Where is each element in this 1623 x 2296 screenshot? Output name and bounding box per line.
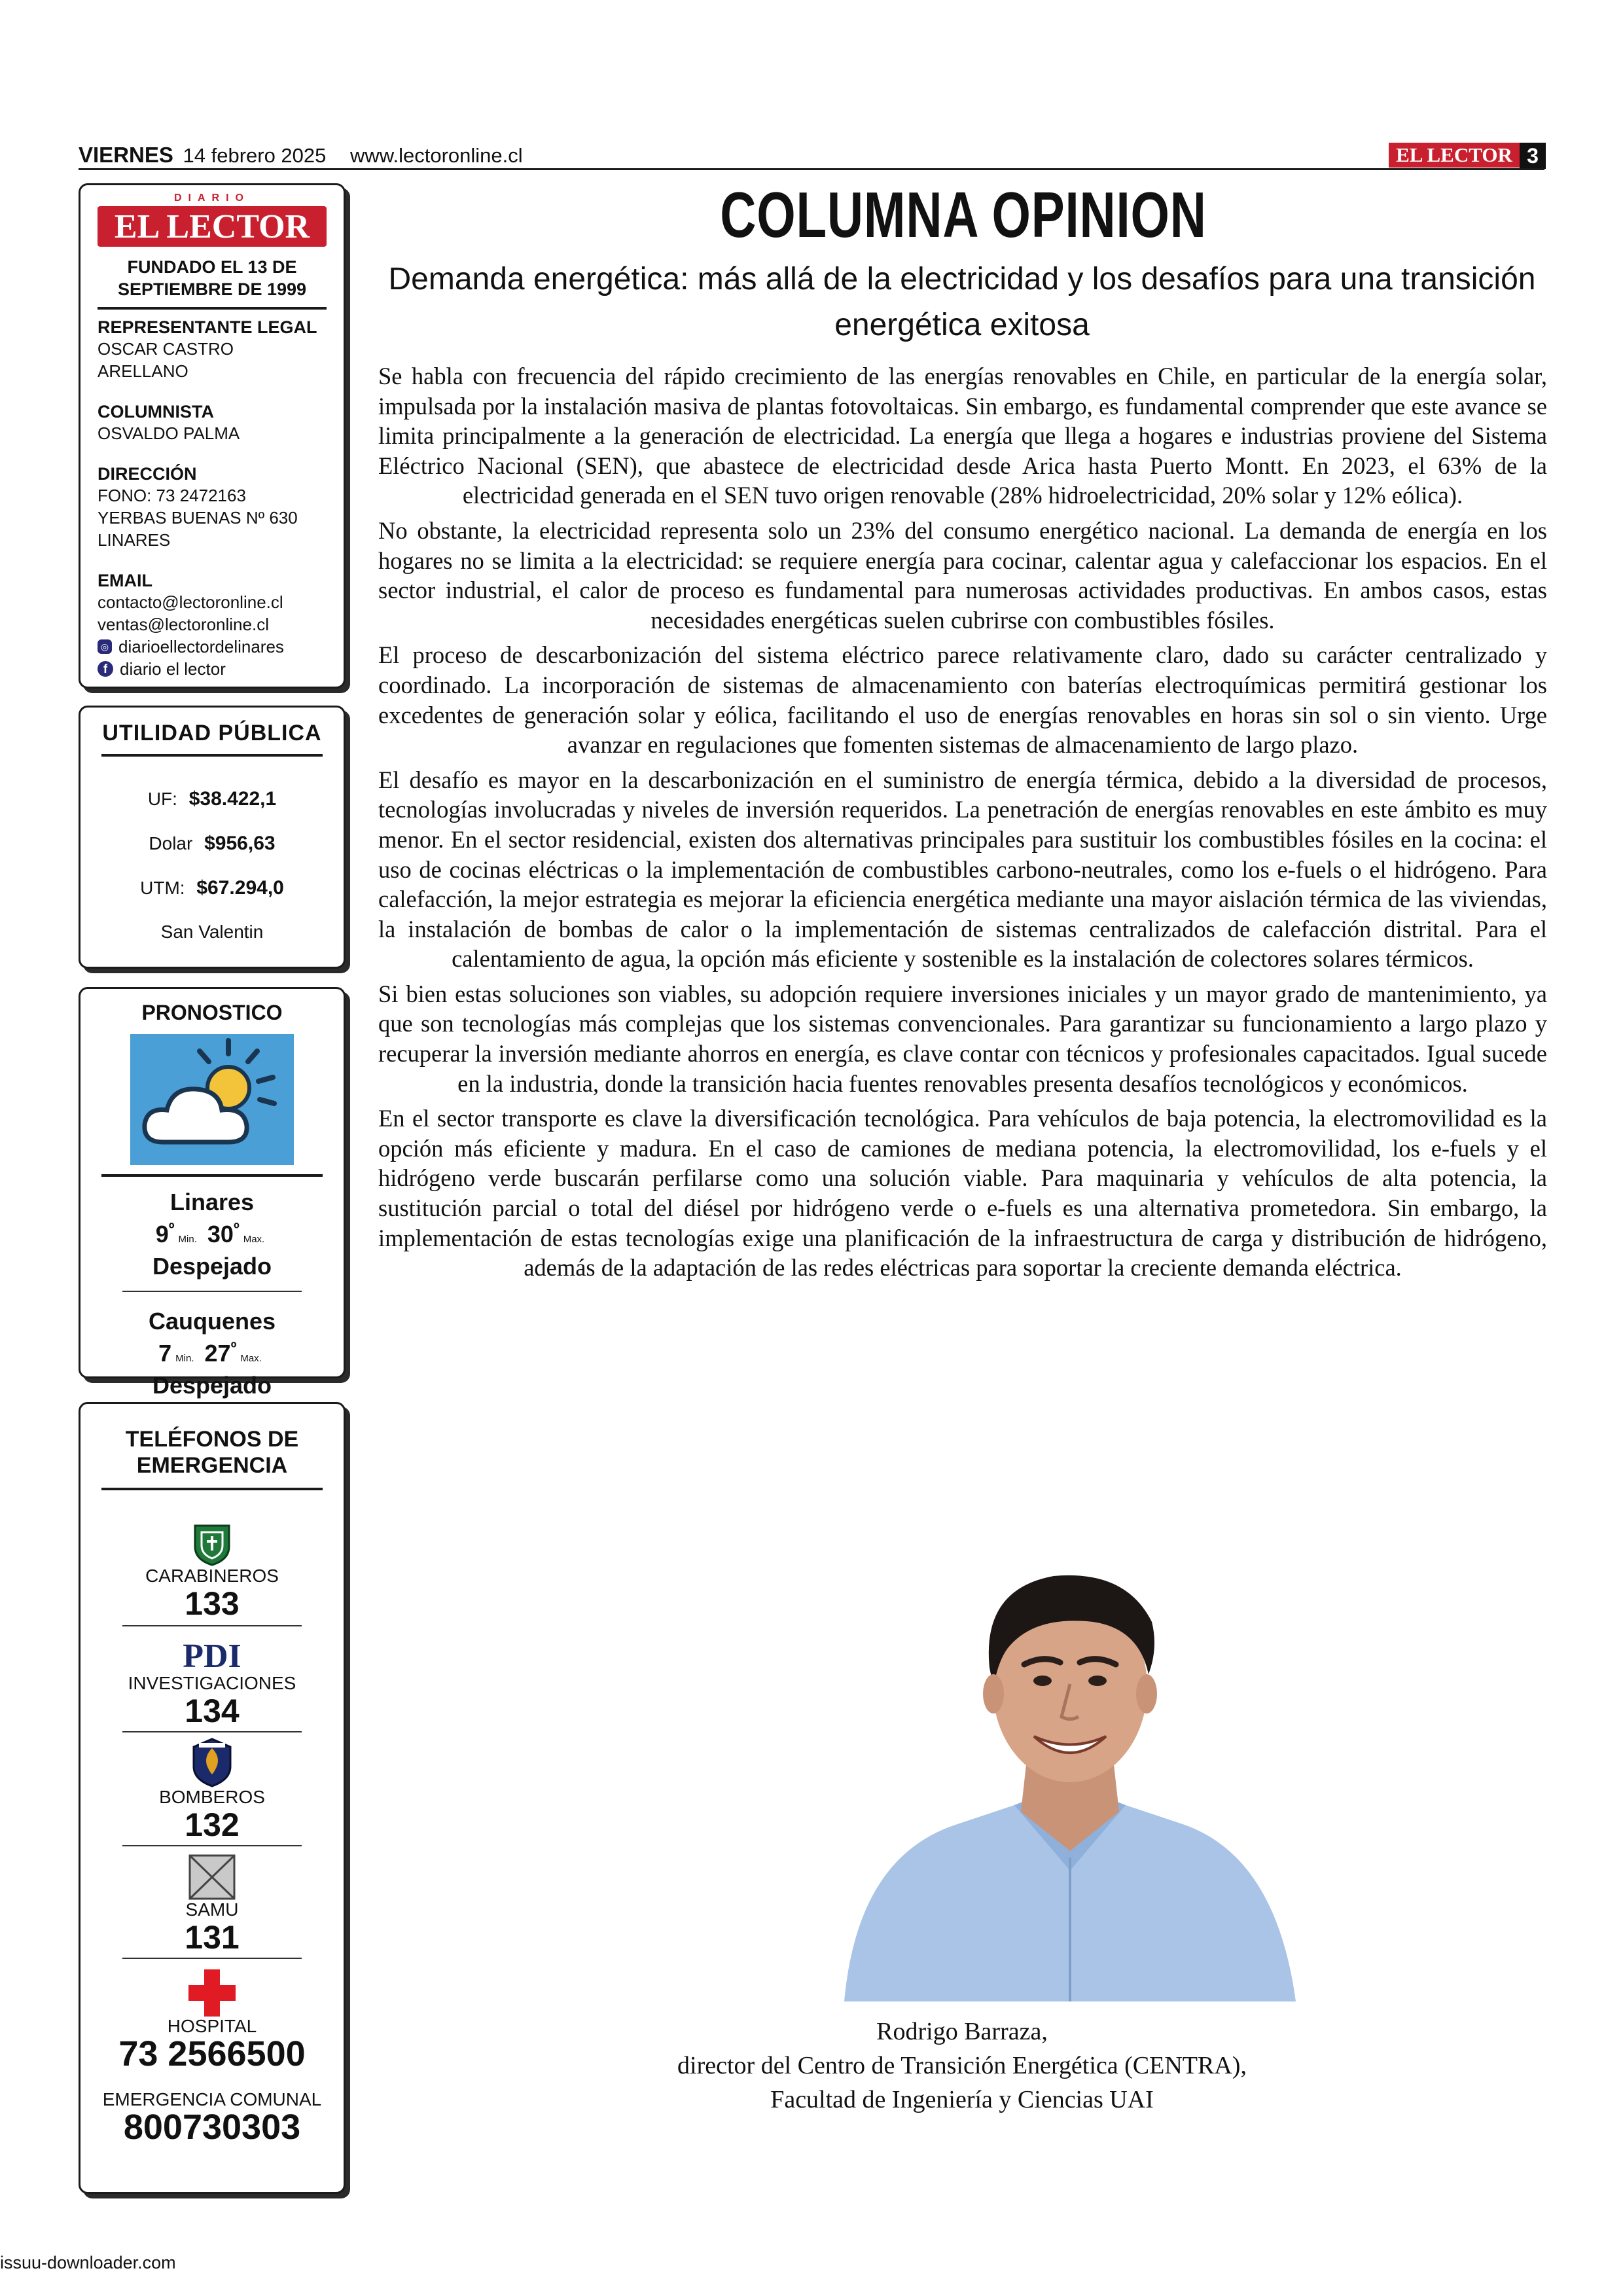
linares-min: 9 bbox=[155, 1221, 169, 1247]
article-paragraph: El proceso de descarbonización del sistema eléctrico parece relativamente claro, dado su carácter centralizado y coordinado. La incorporación de sistemas de almacenamiento con baterías electroquímicas permitirá gestionar los excedentes de generación solar y eólica, facilitando el uso de energías renovables en horas sin sol o sin viento. Urge avanzar en regulaciones que fomenten sistemas de almacenamiento de largo plazo. bbox=[378, 641, 1547, 759]
degree-symbol: º bbox=[233, 1220, 240, 1238]
forecast-box bbox=[79, 987, 346, 1399]
linares-max: 30 bbox=[207, 1221, 234, 1247]
forecast-city-cauquenes: Cauquenes bbox=[148, 1308, 276, 1335]
instagram-link[interactable] bbox=[98, 636, 327, 658]
email-ventas[interactable]: ventas@lectoronline.cl bbox=[98, 615, 269, 634]
partly-cloudy-icon bbox=[130, 1034, 294, 1165]
carabineros-shield-icon bbox=[191, 1523, 233, 1566]
address-phone: FONO: 73 2472163 bbox=[98, 486, 246, 505]
hospital-number: 73 2566500 bbox=[118, 2034, 306, 2073]
utility-box bbox=[79, 706, 346, 969]
utm-row bbox=[80, 877, 344, 899]
forecast-city-linares: Linares bbox=[169, 1189, 255, 1215]
section-title: COLUMNA OPINION bbox=[720, 179, 1207, 251]
emergency-bomberos[interactable] bbox=[80, 1738, 344, 1842]
emergency-divider bbox=[122, 1731, 302, 1732]
dolar-label: Dolar bbox=[149, 833, 193, 853]
address-street: YERBAS BUENAS Nº 630 bbox=[98, 508, 298, 528]
article-paragraph: Se habla con frecuencia del rápido crecimiento de las energías renovables en Chile, en particular de la energía solar, impulsada por la instalación masiva de plantas fotovoltaicas. Sin embargo, es fundamental comprender que este avance se limita principalmente a la generación de electricidad. La energía que llega a hogares e industrias proviene del Sistema Eléctrico Nacional (SEN), que abastece de electricidad desde Arica hasta Puerto Montt. En 2023, el 63% de la electricidad generada en el SEN tuvo origen renovable (28% hidroelectricidad, 20% solar y 12% eólica). bbox=[378, 363, 1547, 509]
samu-label: SAMU bbox=[185, 1899, 239, 1920]
legal-name: OSCAR CASTRO ARELLANO bbox=[98, 339, 234, 381]
emergency-title: TELÉFONOS DE EMERGENCIA bbox=[125, 1427, 299, 1478]
dolar-row bbox=[80, 833, 344, 855]
dolar-value: $956,63 bbox=[204, 833, 276, 854]
forecast-condition-linares: Despejado bbox=[152, 1253, 272, 1280]
founded-note: FUNDADO EL 13 DE SEPTIEMBRE DE 1999 bbox=[117, 257, 307, 299]
article-paragraph: El desafío es mayor en la descarbonización en el suministro de energía térmica, debido a la diversidad de procesos, tecnologías involucradas y niveles de inversión requeridos. La penetración de energías renovables en este ámbito es muy menor. En el sector residencial, existen dos alternativas principales para sustituir los combustibles fósiles en la cocina: el uso de cocinas eléctricas o la implementación de combustibles carbono-neutrales, como los e-fuels o el hidrógeno. Para calefacción, la mejor estrategia es mejorar la eficiencia energética mediante una mayor aislación térmica de las viviendas, la instalación de bombas de calor o la implementación de sistemas centralizados de calefacción distrital. Para el calentamiento de agua, la opción más eficiente y sostenible es la instalación de colectores solares térmicos. bbox=[378, 766, 1547, 973]
address-title: DIRECCIÓN bbox=[98, 464, 197, 484]
emergency-rule bbox=[101, 1488, 323, 1490]
forecast-condition-cauquenes: Despejado bbox=[152, 1372, 272, 1399]
forecast-divider bbox=[122, 1291, 302, 1292]
header-logo: EL LECTOR bbox=[1389, 143, 1520, 168]
legal-title: REPRESENTANTE LEGAL bbox=[98, 307, 327, 338]
hospital-label: HOSPITAL bbox=[167, 2016, 257, 2036]
facebook-link[interactable] bbox=[98, 658, 327, 680]
header-dateline bbox=[79, 143, 523, 168]
columnist-title: COLUMNISTA bbox=[98, 402, 214, 422]
emergency-box bbox=[79, 1402, 346, 2194]
emergency-carabineros[interactable] bbox=[80, 1523, 344, 1621]
comunal-label: EMERGENCIA COMUNAL bbox=[102, 2089, 322, 2109]
degree-symbol: º bbox=[230, 1339, 237, 1357]
degree-symbol: º bbox=[168, 1220, 175, 1238]
instagram-handle: diarioellectordelinares bbox=[118, 637, 284, 656]
emergency-comunal[interactable] bbox=[80, 2090, 344, 2145]
bomberos-number: 132 bbox=[185, 1806, 240, 1843]
uf-value: $38.422,1 bbox=[188, 788, 277, 810]
holiday-note: San Valentin bbox=[160, 922, 264, 942]
emergency-divider bbox=[122, 1845, 302, 1846]
masthead-diario: DIARIO bbox=[174, 192, 250, 204]
emergency-pdi[interactable] bbox=[80, 1640, 344, 1729]
article-paragraph: No obstante, la electricidad representa solo un 23% del consumo energético nacional. La demanda de energía en los hogares no se limita a la electricidad: se requiere energía para cocinar, calentar agua y calefaccionar los espacios. En el sector industrial, el calor de proceso es fundamental para numerosas actividades productivas. En ambos casos, estas necesidades energéticas suelen cubrirse con combustibles fósiles. bbox=[378, 516, 1547, 634]
utm-value: $67.294,0 bbox=[196, 877, 284, 899]
cauquenes-min: 7 bbox=[158, 1340, 172, 1367]
columnist-name: OSVALDO PALMA bbox=[98, 423, 240, 443]
pdi-label: INVESTIGACIONES bbox=[128, 1673, 296, 1693]
cauquenes-max: 27 bbox=[204, 1340, 231, 1367]
bomberos-label: BOMBEROS bbox=[159, 1787, 265, 1807]
forecast-temps-linares bbox=[80, 1216, 344, 1253]
uf-label: UF: bbox=[147, 789, 177, 809]
masthead-box bbox=[79, 183, 346, 689]
max-label: Max. bbox=[243, 1234, 265, 1245]
utility-rule bbox=[101, 754, 323, 757]
forecast-title: PRONOSTICO bbox=[141, 1001, 283, 1024]
emergency-samu[interactable] bbox=[80, 1854, 344, 1955]
samu-number: 131 bbox=[185, 1919, 240, 1956]
header-day: VIERNES bbox=[79, 143, 173, 167]
min-label: Min. bbox=[175, 1353, 194, 1364]
article-paragraph: Si bien estas soluciones son viables, su adopción requiere inversiones iniciales y un mayor grado de mantenimiento, ya que son tecnologías más complejas que los sistemas convencionales. Para garantizar su funcionamiento a largo plazo y recuperar la inversión mediante ahorros en energía, es clave contar con técnicos y profesionales capacitados. Igual sucede en la industria, donde la transición hacia fuentes renovables presenta desafíos tecnológicos y económicos. bbox=[378, 980, 1547, 1097]
facebook-handle: diario el lector bbox=[120, 659, 226, 679]
pdi-number: 134 bbox=[185, 1693, 240, 1729]
emergency-divider bbox=[122, 1625, 302, 1626]
samu-placeholder-icon bbox=[188, 1854, 236, 1900]
carabineros-number: 133 bbox=[185, 1585, 240, 1622]
article-paragraph: En el sector transporte es clave la diversificación tecnológica. Para vehículos de baja potencia, la electromovilidad es la opción más eficiente y madura. En el caso de camiones de mediana potencia, la electromovilidad, los e-fuels y el hidrógeno verde buscarán perfilarse como una solución viable. Para maquinaria y vehículos de alta potencia, la sustitución parcial o total del diésel por hidrógeno verde o e-fuels es una alternativa prometedora. Sin embargo, la implementación de estas tecnologías exige una planificación de la infraestructura de carga y distribución de hidrógeno, además de la adaptación de las redes eléctricas para soportar la creciente demanda eléctrica. bbox=[378, 1105, 1547, 1282]
uf-row bbox=[80, 788, 344, 810]
max-label: Max. bbox=[240, 1353, 262, 1364]
forecast-temps-cauquenes bbox=[80, 1335, 344, 1372]
email-title: EMAIL bbox=[98, 571, 152, 590]
header-url[interactable]: www.lectoronline.cl bbox=[350, 144, 523, 167]
emergency-divider bbox=[122, 1958, 302, 1959]
header-rule bbox=[79, 168, 1544, 170]
email-contacto[interactable]: contacto@lectoronline.cl bbox=[98, 592, 283, 612]
author-photo bbox=[818, 1517, 1322, 2001]
facebook-icon: f bbox=[98, 661, 113, 677]
header-date: 14 febrero 2025 bbox=[183, 144, 327, 167]
author-role: director del Centro de Transición Energética (CENTRA), bbox=[677, 2052, 1247, 2079]
red-cross-icon bbox=[188, 1969, 236, 2017]
emergency-hospital[interactable] bbox=[80, 1969, 344, 2072]
footer-watermark: issuu-downloader.com bbox=[0, 2253, 176, 2272]
min-label: Min. bbox=[178, 1234, 197, 1245]
carabineros-label: CARABINEROS bbox=[145, 1566, 279, 1586]
article-headline: Demanda energética: más allá de la electricidad y los desafíos para una transición energética exitosa bbox=[388, 262, 1536, 342]
author-caption bbox=[589, 2015, 1335, 2117]
pdi-logo: PDI bbox=[183, 1638, 241, 1675]
address-city: LINARES bbox=[98, 530, 171, 550]
author-name: Rodrigo Barraza, bbox=[876, 2018, 1048, 2045]
article-body bbox=[378, 361, 1547, 1288]
bomberos-badge-icon bbox=[191, 1738, 233, 1787]
comunal-number: 800730303 bbox=[123, 2108, 301, 2147]
utility-title: UTILIDAD PÚBLICA bbox=[102, 721, 322, 745]
instagram-icon: ◎ bbox=[98, 639, 112, 654]
utm-label: UTM: bbox=[140, 878, 185, 898]
page-number: 3 bbox=[1520, 143, 1546, 169]
masthead-logo bbox=[98, 192, 327, 247]
author-affiliation: Facultad de Ingeniería y Ciencias UAI bbox=[770, 2086, 1154, 2113]
masthead-title: EL LECTOR bbox=[114, 208, 310, 245]
